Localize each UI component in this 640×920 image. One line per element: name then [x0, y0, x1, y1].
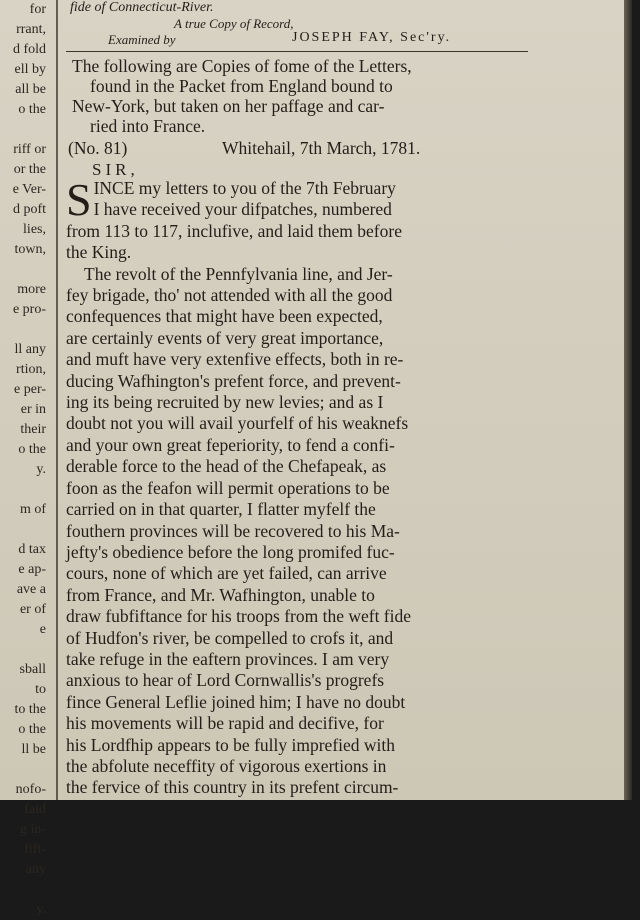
page-edge-shadow — [624, 0, 632, 800]
left-column-fragment — [0, 760, 50, 780]
letter-body — [66, 174, 532, 799]
letter-date: Whitehail, 7th March, 1781. — [222, 138, 421, 158]
letter-body-line: derable force to the head of the Chefapeak, as — [66, 456, 387, 477]
letter-body-line: cours, none of which are yet failed, can arrive — [66, 563, 387, 584]
left-column-fragment: y. — [36, 462, 46, 477]
left-column-fragment: sball — [19, 662, 46, 677]
letter-body-line: and your own great feperiority, to fend a confi- — [66, 434, 395, 455]
intro-paragraph — [72, 56, 532, 136]
letter-body-line: foon as the feafon will permit operations to be — [66, 477, 390, 498]
header-rule — [66, 51, 528, 52]
letter-body-line: his movements will be rapid and decifive, for — [66, 713, 384, 734]
left-column-fragment: er of — [19, 602, 46, 617]
intro-line: found in the Packet from England bound to — [90, 76, 393, 96]
letter-body-line: confequences that might have been expected, — [66, 306, 383, 327]
header-examined-by: Examined by — [108, 32, 176, 47]
letter-body-line: The revolt of the Pennfylvania line, and Jer- — [84, 263, 393, 284]
left-column-fragment: o the — [18, 722, 46, 737]
letter-body-line: ing its being recruited by new levies; and as I — [66, 392, 384, 413]
left-column-fragment — [0, 640, 50, 660]
letter-body-line: the fervice of this country in its prefent circum- — [66, 777, 399, 798]
left-column-fragment: any — [25, 862, 46, 877]
left-column-fragment: e ap- — [18, 562, 46, 577]
left-column-fragment: ll any — [14, 342, 46, 357]
letter-body-line: the abfolute neceffity of vigorous exertions in — [66, 755, 387, 776]
left-column-fragment: y. — [36, 902, 46, 917]
left-column-fragment — [0, 520, 50, 540]
left-column-fragment: o the — [18, 442, 46, 457]
left-column-fragment: e Ver- — [12, 182, 46, 197]
letter-body-line: from France, and Mr. Wafhington, unable to — [66, 584, 375, 605]
left-column-fragment: to the — [14, 702, 46, 717]
left-column-fragment: m of — [19, 502, 46, 517]
left-column-fragment: ll be — [21, 742, 46, 757]
left-column-fragment: o the — [18, 102, 46, 117]
left-column-fragment: g in- — [19, 822, 46, 837]
letter-body-line: take refuge in the eaftern provinces. I am very — [66, 648, 390, 669]
intro-line: New-York, but taken on her paffage and car- — [72, 96, 385, 116]
left-column-fragment: d tax — [18, 542, 46, 557]
letter-body-line: carried on in that quarter, I flatter myfelf the — [66, 499, 376, 520]
left-column-fragment: er in — [20, 402, 46, 417]
header-line-1: fide of Connecticut-River. — [70, 0, 214, 15]
left-column-fragment: e — [39, 622, 46, 637]
letter-body-line: the King. — [66, 242, 132, 263]
drop-cap: S — [66, 174, 92, 225]
letter-body-line: jefty's obedience before the long promifed fuc- — [66, 541, 395, 562]
letter-body-line: anxious to hear of Lord Cornwallis's progrefs — [66, 670, 385, 691]
left-column-fragment: more — [17, 282, 46, 297]
left-column-fragment: lies, — [23, 222, 46, 237]
left-column-fragment — [0, 320, 50, 340]
letter-body-line: INCE my letters to you of the 7th February — [93, 178, 396, 198]
main-column — [66, 0, 536, 800]
left-column-fragment: ave a — [16, 582, 46, 597]
letter-body-line: fince General Leflie joined him; I have no doubt — [66, 691, 406, 712]
left-column-fragment: nofo- — [15, 782, 46, 797]
left-column-fragment: for — [29, 2, 46, 17]
left-column-fragment — [0, 480, 50, 500]
letter-salutation: SIR, — [92, 160, 139, 179]
header-line-2: A true Copy of Record, — [174, 16, 294, 31]
left-column-fragment: d fold — [12, 42, 46, 57]
letter-number: (No. 81) — [68, 138, 128, 158]
letter-body-line: ducing Wafhington's prefent force, and prevent- — [66, 370, 401, 391]
left-column-fragments — [0, 0, 50, 917]
left-column-fragment: rrant, — [16, 22, 46, 37]
left-column-fragment: all be — [15, 82, 46, 97]
letter-body-line: I have received your difpatches, numbered — [93, 199, 392, 220]
left-column-fragment: town, — [14, 242, 46, 257]
letter-body-line: from 113 to 117, inclufive, and laid them before — [66, 220, 402, 241]
left-column-fragment: d poft — [12, 202, 46, 217]
left-column-fragment — [0, 880, 50, 900]
letter-body-line: and muft have very extenfive effects, both in re- — [66, 349, 404, 370]
letter-body-line: fouthern provinces will be recovered to his Ma- — [66, 520, 400, 541]
header-signer: JOSEPH FAY, Sec'ry. — [292, 30, 452, 45]
left-column-fragment: e pro- — [12, 302, 46, 317]
letter-body-line: of Hudfon's river, be compelled to crofs it, and — [66, 627, 394, 648]
letter-body-line: his Lordfhip appears to be fully imprefied with — [66, 734, 396, 755]
letter-body-line: doubt not you will avail yourfelf of his weaknefs — [66, 413, 409, 434]
intro-line: ried into France. — [90, 116, 206, 136]
letter-body-line: are certainly events of very great importance, — [66, 327, 384, 348]
left-column-fragment: e per- — [14, 382, 46, 397]
left-column-fragment — [0, 120, 50, 140]
left-column-fragment: ell by — [14, 62, 46, 77]
intro-line: The following are Copies of fome of the Letters, — [72, 56, 412, 76]
left-column-fragment: rtion, — [16, 362, 46, 377]
left-column-fragment: faid — [24, 802, 46, 817]
left-column-fragment: or the — [13, 162, 46, 177]
letter-body-line: fey brigade, tho' not attended with all the good — [66, 285, 393, 306]
column-divider — [56, 0, 58, 800]
left-column-fragment: fift- — [24, 842, 46, 857]
left-column-fragment: to — [35, 682, 46, 697]
left-column-fragment: riff or — [13, 142, 46, 157]
letter-body-line: draw fubfiftance for his troops from the weft fide — [66, 606, 412, 627]
left-column-fragment — [0, 260, 50, 280]
left-column-fragment: their — [20, 422, 46, 437]
